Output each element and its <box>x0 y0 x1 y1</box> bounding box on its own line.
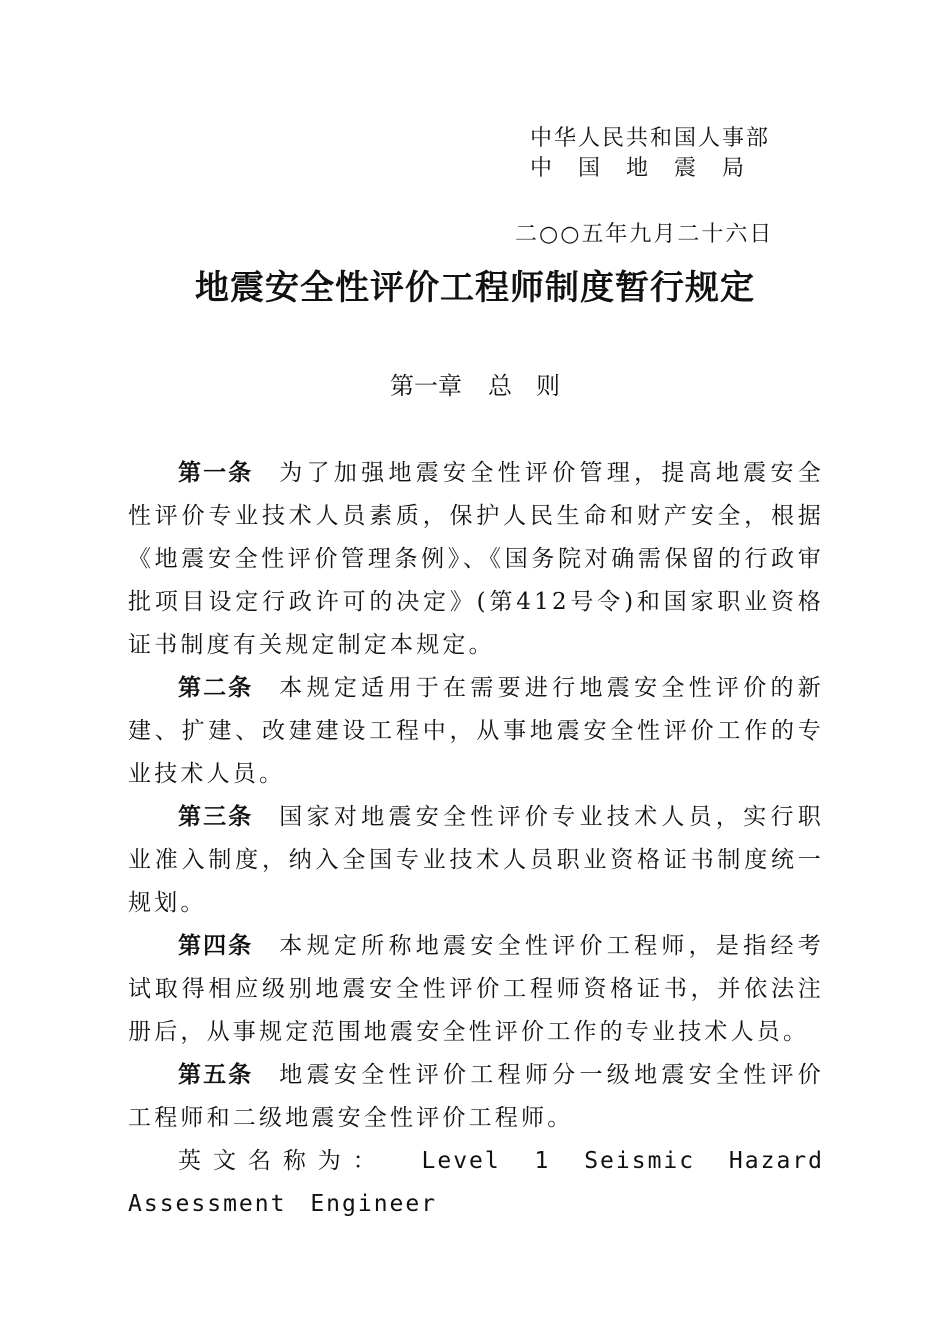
article-label: 第四条 <box>178 933 254 959</box>
article-paragraph <box>128 925 824 1054</box>
english-name-paragraph <box>128 1140 824 1226</box>
english-name-label: 英文名称为： <box>178 1148 388 1174</box>
article-text: 为了加强地震安全性评价管理，提高地震安全性评价专业技术人员素质，保护人民生命和财产安全，根据《地震安全性评价管理条例》、《国务院对确需保留的行政审批项目设定行政许可的决定》(第412号令)和国家职业资格证书制度有关规定制定本规定。 <box>128 460 825 658</box>
article-paragraph <box>128 452 824 667</box>
issuer-bureau: 中国地震局 <box>530 156 771 181</box>
english-name-text: Level 1 Seismic Hazard Assessment Engineer <box>128 1148 825 1217</box>
article-text: 国家对地震安全性评价专业技术人员，实行职业准入制度，纳入全国专业技术人员职业资格证书制度统一规划。 <box>128 804 825 916</box>
article-paragraph <box>128 1054 824 1140</box>
document-title: 地震安全性评价工程师制度暂行规定 <box>195 268 755 308</box>
issuer-ministry: 中华人民共和国人事部 <box>530 126 771 151</box>
chapter-heading <box>0 368 950 404</box>
article-text: 本规定所称地震安全性评价工程师，是指经考试取得相应级别地震安全性评价工程师资格证书，并依法注册后，从事规定范围地震安全性评价工作的专业技术人员。 <box>128 933 825 1045</box>
article-label: 第三条 <box>178 804 254 830</box>
articles-body <box>128 452 824 1226</box>
article-paragraph <box>128 796 824 925</box>
article-label: 第一条 <box>178 460 254 486</box>
chapter-name: 总 则 <box>488 372 560 400</box>
article-text: 本规定适用于在需要进行地震安全性评价的新建、扩建、改建建设工程中，从事地震安全性评价工作的专业技术人员。 <box>128 675 825 787</box>
article-label: 第二条 <box>178 675 254 701</box>
article-label: 第五条 <box>178 1062 254 1088</box>
article-paragraph <box>128 667 824 796</box>
issue-date: 二○○五年九月二十六日 <box>515 222 774 247</box>
chapter-number: 第一章 <box>390 372 462 400</box>
article-text: 地震安全性评价工程师分一级地震安全性评价工程师和二级地震安全性评价工程师。 <box>128 1062 825 1131</box>
issuer-block <box>530 124 770 184</box>
